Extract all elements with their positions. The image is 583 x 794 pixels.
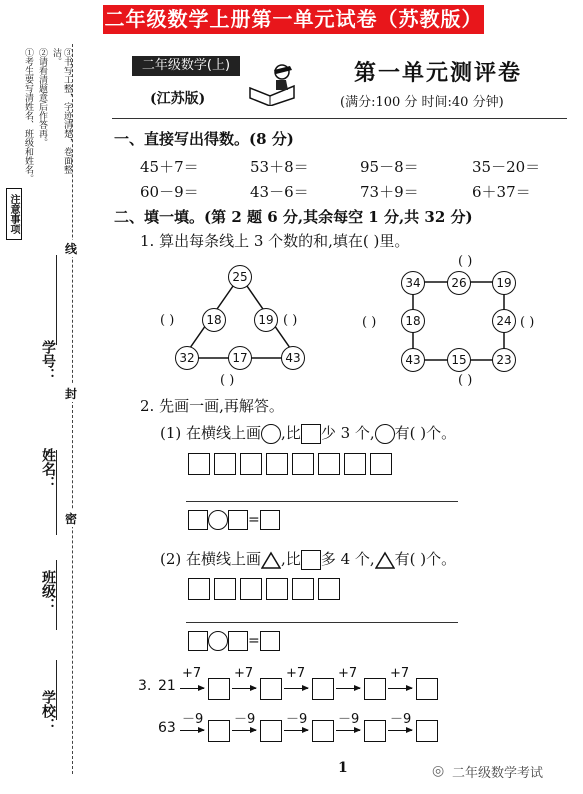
equals-sign: =: [248, 512, 260, 528]
seal-xian: 线: [65, 242, 78, 256]
watermark: 二年级数学考试: [452, 766, 544, 781]
tri-bl-circle: 32: [175, 346, 199, 370]
q2a-pre: (1) 在横线上画: [160, 424, 262, 442]
given-squares-row-2: [188, 578, 344, 600]
tri-br-circle: 43: [281, 346, 305, 370]
notice-label: 注意事项: [6, 188, 22, 240]
chain-step-label: －9: [390, 712, 412, 727]
q2a-mid: ,比: [281, 424, 301, 442]
answer-paren[interactable]: ( ): [458, 254, 473, 269]
q2b-pre: (2) 在横线上画: [160, 550, 262, 568]
answer-box[interactable]: [228, 631, 248, 651]
answer-box[interactable]: [228, 510, 248, 530]
chain-step-label: －9: [234, 712, 256, 727]
circle-shape-icon: [208, 631, 228, 651]
q2a-text: [160, 422, 456, 444]
edition-label: (江苏版): [150, 91, 206, 107]
equals-sign: =: [248, 633, 260, 649]
chain-step-label: +7: [286, 666, 306, 681]
q2b-end: 有( )个。: [394, 550, 457, 568]
id-line: [56, 255, 57, 345]
sq-bl-circle: 43: [401, 348, 425, 372]
given-squares-row-1: [188, 453, 396, 475]
chain-arrow: [336, 730, 360, 731]
note-2: ②请看清题意后作答再。: [37, 48, 47, 147]
answer-paren[interactable]: ( ): [520, 315, 535, 330]
problem: 6＋37＝: [472, 183, 531, 201]
q2a-end: 有( )个。: [394, 424, 457, 442]
square-shape-icon: [301, 424, 321, 444]
chain2-start: 63: [158, 720, 176, 736]
chain-answer-box[interactable]: [260, 678, 282, 700]
chain-answer-box[interactable]: [312, 678, 334, 700]
banner-title: 二年级数学上册第一单元试卷（苏教版）: [103, 5, 484, 34]
school-label: 学校：: [40, 690, 56, 732]
q1-text: 1. 算出每条线上 3 个数的和,填在( )里。: [140, 232, 410, 250]
problem: 45＋7＝: [140, 158, 199, 176]
note-1: ①考生要写清姓名、班级和姓名。: [23, 48, 33, 183]
q2a-post: 少 3 个,: [320, 424, 375, 442]
chain-arrow: [336, 688, 360, 689]
drawing-line-1[interactable]: [186, 501, 458, 502]
wechat-icon: ◎: [432, 763, 445, 779]
sq-rm-circle: 24: [492, 309, 516, 333]
chain-step-label: －9: [338, 712, 360, 727]
class-label: 班级：: [40, 570, 56, 612]
seal-mi: 密: [65, 512, 78, 526]
sq-br-circle: 23: [492, 348, 516, 372]
tri-right-circle: 19: [254, 308, 278, 332]
problem: 95－8＝: [360, 158, 419, 176]
header-divider: [112, 118, 567, 119]
equation-1: [188, 510, 280, 530]
chain-arrow: [232, 688, 256, 689]
chain-step-label: －9: [182, 712, 204, 727]
chain-arrow: [232, 730, 256, 731]
chain-arrow: [388, 730, 412, 731]
chain-arrow: [180, 730, 204, 731]
chain-answer-box[interactable]: [312, 720, 334, 742]
problem: 73＋9＝: [360, 183, 419, 201]
answer-box[interactable]: [260, 631, 280, 651]
sq-tm-circle: 26: [447, 271, 471, 295]
q2-text: 2. 先画一画,再解答。: [140, 397, 284, 415]
tri-bm-circle: 17: [228, 346, 252, 370]
seal-line: [72, 44, 73, 774]
q3-label: 3.: [138, 678, 152, 694]
grade-tag: 二年级数学(上): [132, 56, 240, 76]
problem: 53＋8＝: [250, 158, 309, 176]
sq-tl-circle: 34: [401, 271, 425, 295]
student-reading-icon: [246, 62, 304, 106]
chain-answer-box[interactable]: [208, 720, 230, 742]
square-shape-icon: [188, 510, 208, 530]
answer-box[interactable]: [260, 510, 280, 530]
exam-meta: (满分:100 分 时间:40 分钟): [340, 95, 504, 110]
q2b-post: 多 4 个,: [320, 550, 375, 568]
section1-heading: 一、直接写出得数。(8 分): [114, 130, 294, 148]
chain-arrow: [388, 688, 412, 689]
circle-shape-icon: [261, 424, 281, 444]
chain-arrow: [284, 730, 308, 731]
triangle-shape-icon: [261, 551, 281, 569]
chain-step-label: +7: [234, 666, 254, 681]
chain-answer-box[interactable]: [208, 678, 230, 700]
chain1-start: 21: [158, 678, 176, 694]
answer-paren[interactable]: ( ): [160, 313, 175, 328]
id-label: 学号：: [40, 340, 56, 382]
chain-step-label: －9: [286, 712, 308, 727]
page-title: 第一单元测评卷: [354, 60, 523, 86]
chain-arrow: [284, 688, 308, 689]
q2b-text: [160, 548, 456, 570]
square-shape-icon: [301, 550, 321, 570]
page-number: 1: [338, 760, 348, 776]
note-3: ③书写工整，字迹清楚，卷面整洁。: [51, 48, 72, 174]
square-shape-icon: [188, 631, 208, 651]
triangle-shape-icon: [375, 551, 395, 569]
tri-top-circle: 25: [228, 265, 252, 289]
circle-shape-icon: [375, 424, 395, 444]
answer-paren[interactable]: ( ): [220, 373, 235, 388]
chain-answer-box[interactable]: [364, 720, 386, 742]
answer-paren[interactable]: ( ): [362, 315, 377, 330]
problem: 35－20＝: [472, 158, 541, 176]
chain-answer-box[interactable]: [416, 678, 438, 700]
sq-bm-circle: 15: [447, 348, 471, 372]
drawing-line-2[interactable]: [186, 622, 458, 623]
name-label: 姓名：: [40, 448, 56, 490]
chain-arrow: [180, 688, 204, 689]
chain-answer-box[interactable]: [260, 720, 282, 742]
q2b-mid: ,比: [281, 550, 301, 568]
seal-feng: 封: [65, 387, 78, 401]
chain-answer-box[interactable]: [416, 720, 438, 742]
answer-paren[interactable]: ( ): [458, 373, 473, 388]
circle-shape-icon: [208, 510, 228, 530]
problem: 43－6＝: [250, 183, 309, 201]
chain-answer-box[interactable]: [364, 678, 386, 700]
chain-step-label: +7: [338, 666, 358, 681]
chain-step-label: +7: [390, 666, 410, 681]
chain-step-label: +7: [182, 666, 202, 681]
answer-paren[interactable]: ( ): [283, 313, 298, 328]
problem: 60－9＝: [140, 183, 199, 201]
equation-2: [188, 631, 280, 651]
tri-left-circle: 18: [202, 308, 226, 332]
sq-tr-circle: 19: [492, 271, 516, 295]
section2-heading: 二、填一填。(第 2 题 6 分,其余每空 1 分,共 32 分): [114, 208, 473, 226]
sq-lm-circle: 18: [401, 309, 425, 333]
